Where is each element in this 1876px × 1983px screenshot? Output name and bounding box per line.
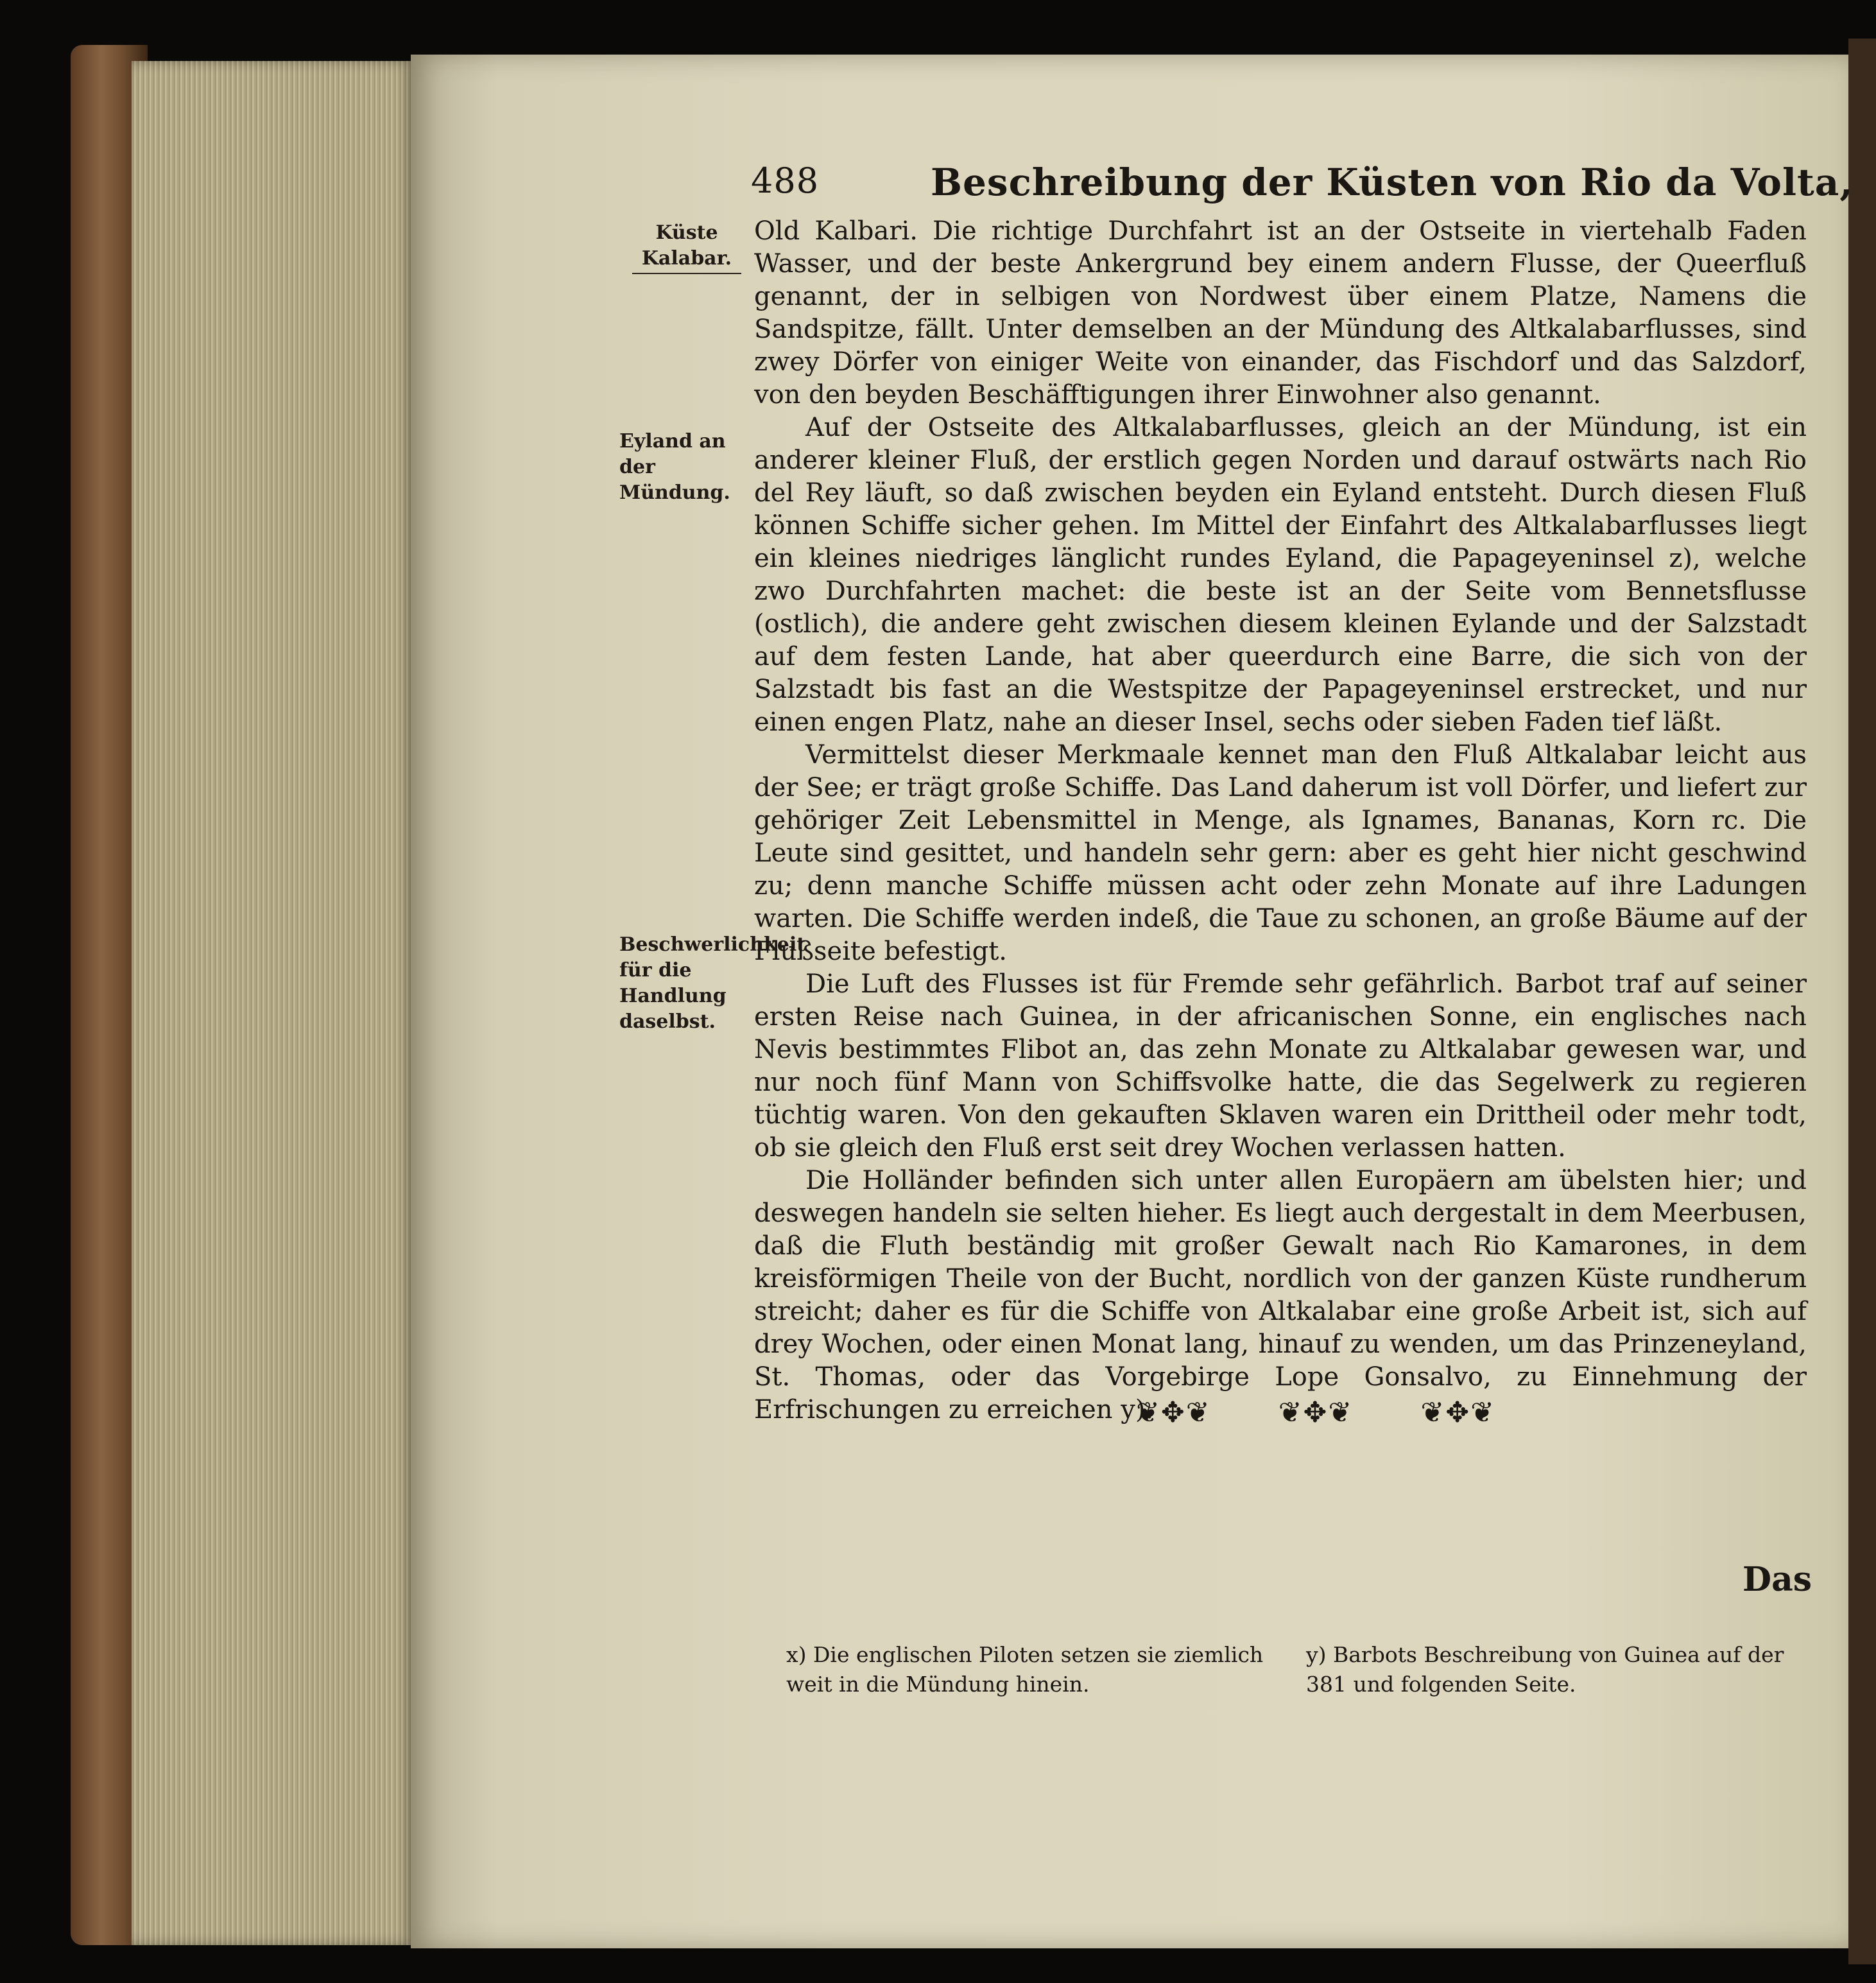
margin-bracket [632, 273, 741, 286]
page-header [751, 160, 1854, 212]
margin-note-text: Küste Kalabar. [641, 221, 732, 270]
page-number: 488 [751, 160, 820, 201]
catchword: Das [1743, 1560, 1812, 1599]
margin-note-beschwerlichkeit: Beschwerlichkeit für die Handlung daselbst. [619, 933, 806, 1033]
page-edges [132, 61, 414, 1945]
body-text [754, 215, 1807, 1426]
paragraph-1: Old Kalbari. Die richtige Durchfahrt ist an der Ostseite in viertehalb Faden Wasser, und der beste Ankergrund bey einem andern Flusse, der Queerfluß genannt, der in selbigen von Nordwest über einem Platze, Namens die Sandspitze, fällt. Unter demselben an der Mündung des Altkalabarflusses, sind zwey Dörfer von einiger Weite von einander, das Fischdorf und das Salzdorf, von den beyden Beschäfftigungen ihrer Einwohner also genannt. [754, 216, 1807, 410]
margin-note-eyland: Eyland an der Mündung. [619, 430, 730, 504]
paragraph-4: Die Luft des Flusses ist für Fremde sehr gefährlich. Barbot traf auf seiner ersten Reise nach Guinea, in der africanischen Sonne, ein englisches nach Nevis bestimmtes Flibot an, das zehn Monate zu Altkalabar gewesen war, und nur noch fünf Mann von Schiffsvolke hatte, die das Segelwerk zu regieren tüchtig waren. Von den gekauften Sklaven waren ein Drittheil oder mehr todt, ob sie gleich den Fluß erst seit drey Wochen verlassen hatten. [754, 969, 1807, 1163]
paragraph-2: Auf der Ostseite des Altkalabarflusses, gleich an der Mündung, ist ein anderer kleiner Fluß, der erstlich gegen Norden und darauf ostwärts nach Rio del Rey läuft, so daß zwischen beyden ein Eyland entsteht. Durch diesen Fluß können Schiffe sicher gehen. Im Mittel der Einfahrt des Altkalabarflusses liegt ein kleines niedriges länglicht rundes Eyland, die Papageyeninsel z), welche zwo Durchfahrten machet: die beste ist an der Seite vom Bennetsflusse (ostlich), die andere geht zwischen diesem kleinen Eylande und der Salzstadt auf dem festen Lande, hat aber queerdurch eine Barre, die sich von der Salzstadt bis fast an die Westspitze der Papageyeninsel erstrecket, und nur einen engen Platz, nahe an dieser Insel, sechs oder sieben Faden tief läßt. [754, 413, 1807, 737]
margin-note-kueste [619, 220, 754, 286]
cover-edge-right [1848, 39, 1876, 1964]
ornament-row [1136, 1396, 1495, 1429]
ornament-icon: ❦✥❦ [1136, 1396, 1211, 1429]
footnote-y: y) Barbots Beschreibung von Guinea auf der 381 und folgenden Seite. [1306, 1642, 1784, 1697]
paragraph-3: Vermittelst dieser Merkmaale kennet man den Fluß Altkalabar leicht aus der See; er trägt große Schiffe. Das Land daherum ist voll Dörfer, und liefert zur gehöriger Zeit Lebensmittel in Menge, als Ignames, Bananas, Korn rc. Die Leute sind gesittet, und handeln sehr gern: aber es geht hier nicht geschwind zu; denn manche Schiffe müssen acht oder zehn Monate auf ihre Ladungen warten. Die Schiffe werden indeß, die Taue zu schonen, an große Bäume auf der Flußseite befestigt. [754, 740, 1807, 966]
footnote-x: x) Die englischen Piloten setzen sie ziemlich weit in die Mündung hinein. [786, 1642, 1264, 1697]
ornament-icon: ❦✥❦ [1420, 1396, 1495, 1429]
running-title: Beschreibung der Küsten von Rio da Volta, [931, 160, 1854, 204]
ornament-icon: ❦✥❦ [1278, 1396, 1354, 1429]
paragraph-5: Die Holländer befinden sich unter allen Europäern am übelsten hier; und deswegen handeln sie selten hieher. Es liegt auch dergestalt in dem Meerbusen, daß die Fluth beständig mit großer Gewalt nach Rio Kamarones, in dem kreisförmigen Theile von der Bucht, nordlich von der ganzen Küste rundherum streicht; daher es für die Schiffe von Altkalabar eine große Arbeit ist, sich auf drey Wochen, oder einen Monat lang, hinauf zu wenden, um das Prinzeneyland, St. Thomas, oder das Vorgebirge Lope Gonsalvo, zu Einnehmung der Erfrischungen zu erreichen y). [754, 1166, 1807, 1424]
